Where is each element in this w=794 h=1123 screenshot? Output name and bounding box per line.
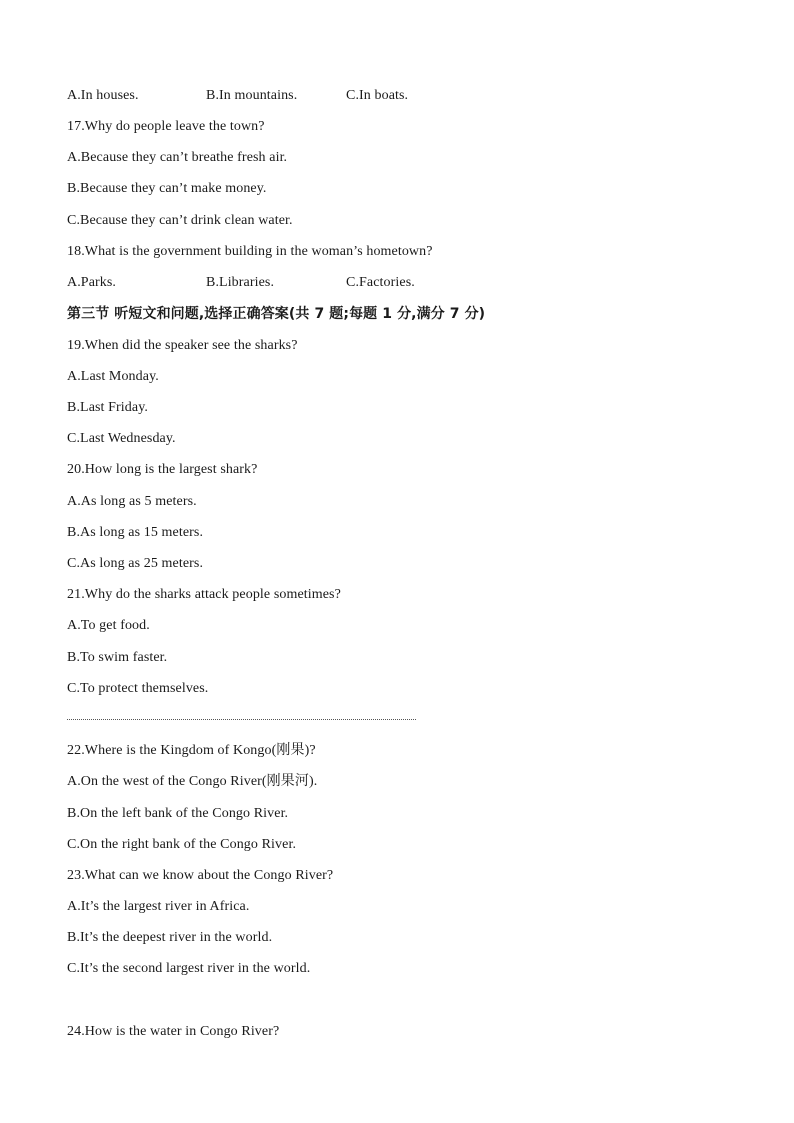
- q16-option-c: C.In boats.: [346, 88, 409, 103]
- q18-option-c: C.Factories.: [346, 275, 415, 290]
- q21-option-a: A.To get food.: [67, 618, 150, 633]
- q21-option-b: B.To swim faster.: [67, 650, 168, 665]
- q20-option-c: C.As long as 25 meters.: [67, 556, 204, 571]
- q23-option-c: C.It’s the second largest river in the world.: [67, 961, 311, 976]
- q17-option-b: B.Because they can’t make money.: [67, 181, 267, 196]
- q17-question: 17.Why do people leave the town?: [67, 119, 265, 134]
- q20-question: 20.How long is the largest shark?: [67, 462, 258, 477]
- q18-options: [67, 274, 415, 292]
- q17-option-a: A.Because they can’t breathe fresh air.: [67, 150, 288, 165]
- q22-option-c: C.On the right bank of the Congo River.: [67, 837, 297, 852]
- q20-option-b: B.As long as 15 meters.: [67, 525, 204, 540]
- q21-option-c: C.To protect themselves.: [67, 681, 209, 696]
- q18-question: 18.What is the government building in the woman’s hometown?: [67, 244, 433, 259]
- q22-option-a: A.On the west of the Congo River(刚果河).: [67, 774, 318, 789]
- q16-option-a: A.In houses.: [67, 88, 139, 103]
- q18-option-a: A.Parks.: [67, 275, 117, 290]
- q22-option-b: B.On the left bank of the Congo River.: [67, 806, 289, 821]
- q19-option-b: B.Last Friday.: [67, 400, 148, 415]
- q20-option-a: A.As long as 5 meters.: [67, 494, 197, 509]
- q18-option-b: B.Libraries.: [206, 275, 275, 290]
- q23-option-b: B.It’s the deepest river in the world.: [67, 930, 273, 945]
- q19-question: 19.When did the speaker see the sharks?: [67, 338, 298, 353]
- q22-question: 22.Where is the Kingdom of Kongo(刚果)?: [67, 743, 316, 758]
- section-divider: [67, 719, 416, 720]
- q23-question: 23.What can we know about the Congo River?: [67, 868, 334, 883]
- q19-option-a: A.Last Monday.: [67, 369, 159, 384]
- q16-options: [67, 87, 408, 105]
- q21-question: 21.Why do the sharks attack people sometimes?: [67, 587, 341, 602]
- q16-option-b: B.In mountains.: [206, 88, 298, 103]
- q19-option-c: C.Last Wednesday.: [67, 431, 176, 446]
- q23-option-a: A.It’s the largest river in Africa.: [67, 899, 250, 914]
- q17-option-c: C.Because they can’t drink clean water.: [67, 213, 293, 228]
- section-3-heading: 第三节 听短文和问题,选择正确答案(共 7 题;每题 1 分,满分 7 分): [67, 306, 486, 322]
- q24-question: 24.How is the water in Congo River?: [67, 1024, 280, 1039]
